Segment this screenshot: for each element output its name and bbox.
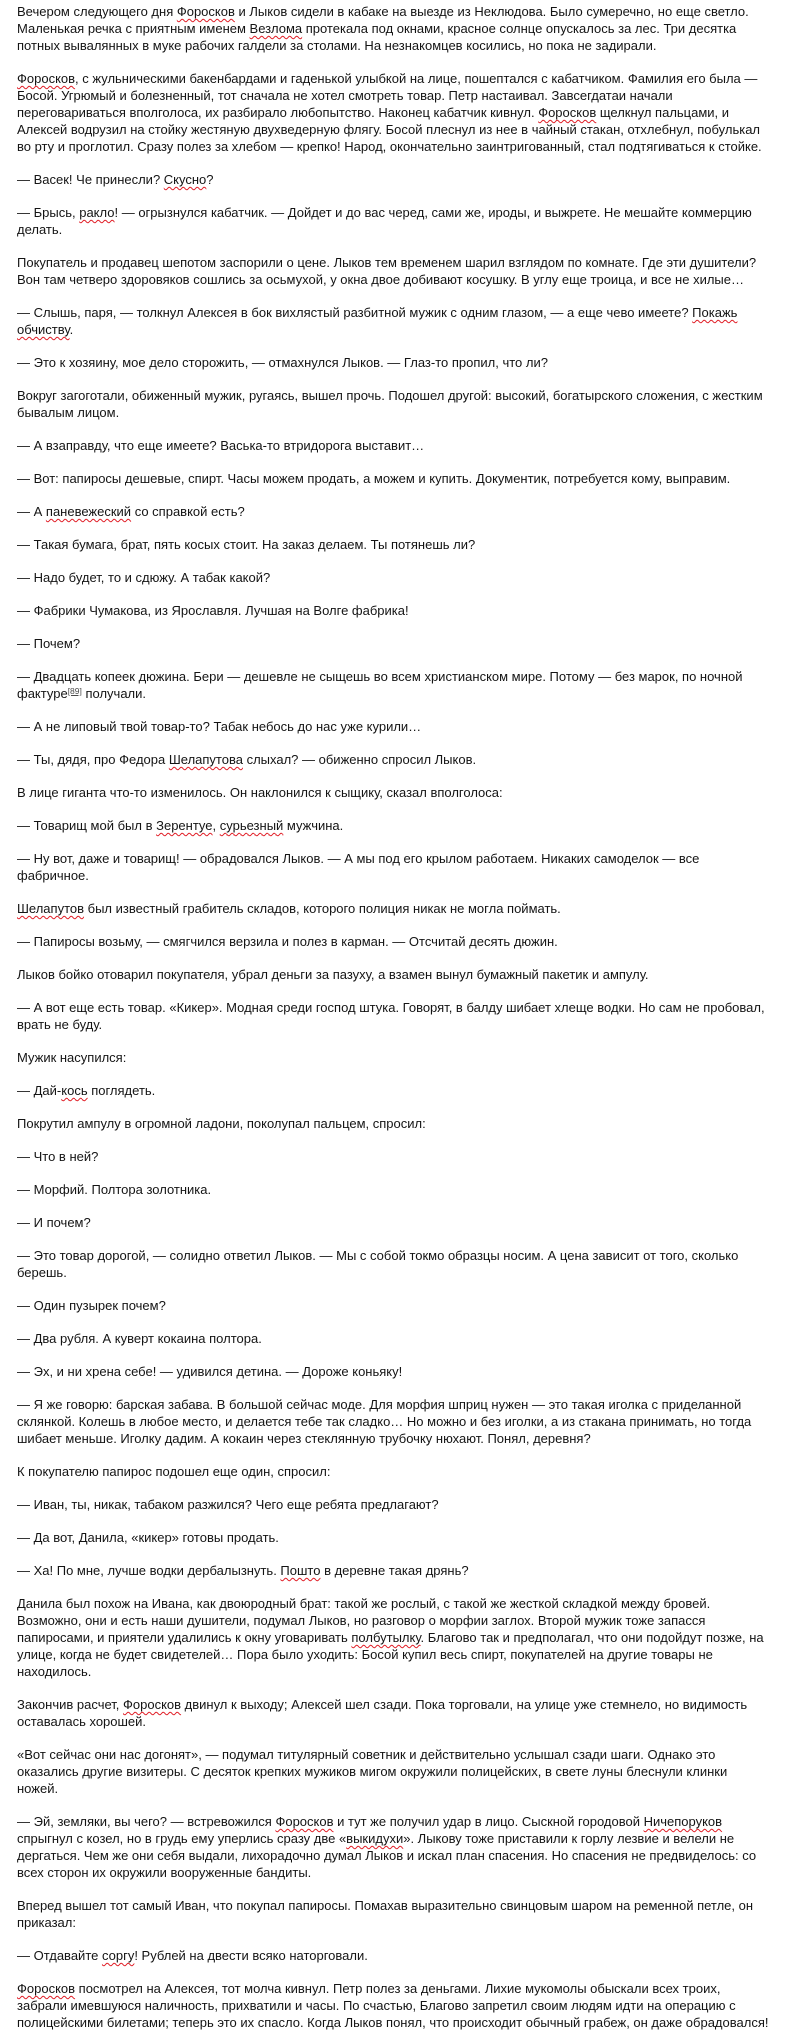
paragraph (17, 304, 771, 338)
paragraph (17, 470, 771, 487)
paragraph (17, 668, 771, 702)
text-run: , с жульническими бакенбардами и гаденькой улыбкой на лице, пошептался с кабатчиком. Фамилия его была — Босой. Угрюмый и болезненный, тот сначала не хотел смотреть товар. Петр настаивал. Завсегдатаи начали переговариваться вполголоса, их разбирало любопытство. Наконец кабатчик кивнул. (17, 71, 758, 120)
text-run: Вокруг загоготали, обиженный мужик, ругаясь, вышел прочь. Подошел другой: высокий, богатырского сложения, с жестким бывалым лицом. (17, 388, 763, 420)
paragraph (17, 1363, 771, 1380)
text-run: и тут же получил удар в лицо. Сыскной городовой (333, 1814, 644, 1829)
paragraph (17, 850, 771, 884)
text-run: — И почем? (17, 1215, 91, 1230)
text-run: ? (206, 172, 214, 187)
misspelled-word: кось (61, 1083, 88, 1098)
misspelled-word: Форосков (176, 4, 235, 19)
misspelled-word: Пошто (280, 1563, 321, 1578)
text-run: — Вот: папиросы дешевые, спирт. Часы можем продать, а можем и купить. Документик, потребуется кому, выправим. (17, 471, 731, 486)
text-run: Данила был похож на Ивана, как двоюродный брат: такой же рослый, с такой же жесткой складкой между бровей. Возможно, они и есть наши душители, подумал Лыков, но разговор о морфии заглох. Второй мужик тоже запасся папиросами, и приятели удалились к окну уговаривать (17, 1596, 711, 1645)
text-run: — А не липовый твой товар-то? Табак небось до нас уже курили… (17, 719, 422, 734)
misspelled-word: Скусно (163, 172, 207, 187)
paragraph (17, 1115, 771, 1132)
text-run: . (69, 322, 74, 337)
paragraph (17, 1297, 771, 1314)
text-run: «Вот сейчас они нас догонят», — подумал титулярный советник и действительно услышал сзади шаги. Однако это оказались другие визитеры. С десяток крепких мужиков мигом окружили полицейских, в свете луны блеснули клинки ножей. (17, 1747, 728, 1796)
text-run: — Это к хозяину, мое дело сторожить, — отмахнулся Лыков. — Глаз-то пропил, что ли? (17, 355, 548, 370)
misspelled-word: ракло (79, 205, 115, 220)
paragraph (17, 817, 771, 834)
paragraph (17, 1463, 771, 1480)
text-run: был известный грабитель складов, которого полиция никак не могла поймать. (84, 901, 561, 916)
misspelled-word: Шелапутова (168, 752, 243, 767)
paragraph (17, 1247, 771, 1281)
text-run: — Морфий. Полтора золотника. (17, 1182, 212, 1197)
text-run: — Надо будет, то и сдюжу. А табак какой? (17, 570, 271, 585)
paragraph (17, 1813, 771, 1881)
text-run: — Такая бумага, брат, пять косых стоит. На заказ делаем. Ты потянешь ли? (17, 537, 476, 552)
text-run: слыхал? — обиженно спросил Лыков. (242, 752, 477, 767)
paragraph (17, 602, 771, 619)
paragraph (17, 1496, 771, 1513)
text-run: мужчина. (283, 818, 344, 833)
footnote-link[interactable]: [89] (67, 686, 82, 696)
text-run: . Благово так и предполагал, что они подойдут позже, на улице, когда не будет свидетелей… Пора было уходить: Босой купил весь спирт, покупателей на другие товары не находилось. (17, 1630, 764, 1679)
paragraph (17, 1980, 771, 2031)
text-run: — Слышь, паря, — толкнул Алексея в бок вихлястый разбитной мужик с одним глазом, — а еще чево имеете? (17, 305, 693, 320)
paragraph (17, 718, 771, 735)
misspelled-word: Ничепоруков (643, 1814, 723, 1829)
paragraph (17, 503, 771, 520)
paragraph (17, 1330, 771, 1347)
text-run: — Отдавайте (17, 1948, 102, 1963)
paragraph (17, 1595, 771, 1680)
misspelled-word: Покажь (692, 305, 738, 320)
paragraph (17, 254, 771, 288)
text-run: в деревне такая дрянь? (320, 1563, 469, 1578)
paragraph (17, 437, 771, 454)
text-run: — Два рубля. А куверт кокаина полтора. (17, 1331, 262, 1346)
text-run: — Да вот, Данила, «кикер» готовы продать. (17, 1530, 279, 1545)
text-run: ». Лыкову тоже приставили к горлу лезвие и велели не дергаться. Чем же они себя выдали, лихорадочно думал Лыков и искал план спасения. Но спасения не предвиделось: со всех сторон их окружили вооруженные бандиты. (17, 1831, 757, 1880)
text-run: посмотрел на Алексея, тот молча кивнул. Петр полез за деньгами. Лихие мукомолы обыскали всех троих, забрали имевшуюся наличность, прихватили и часы. По счастью, Благово запретил своим людям идти на операцию с полицейскими билетами; теперь это их спасло. Когда Лыков понял, что происходит обычный грабеж, он даже обрадовался! (17, 1981, 769, 2030)
text-run: — Эх, и ни хрена себе! — удивился детина. — Дороже коньяку! (17, 1364, 403, 1379)
text-run: Вечером следующего дня (17, 4, 177, 19)
paragraph (17, 933, 771, 950)
paragraph (17, 966, 771, 983)
text-run: Покрутил ампулу в огромной ладони, поколупал пальцем, спросил: (17, 1116, 426, 1131)
text-run: спрыгнул с козел, но в грудь ему уперлись сразу две « (17, 1831, 347, 1846)
misspelled-word: паневежеский (45, 504, 132, 519)
paragraph (17, 387, 771, 421)
paragraph (17, 536, 771, 553)
misspelled-word: Форосков (275, 1814, 334, 1829)
text-run: Мужик насупился: (17, 1050, 127, 1065)
text-run: и Лыков сидели в кабаке на выезде из Неклюдова. Было сумеречно, но еще светло. Маленькая речка с приятным именем (17, 4, 749, 36)
text-run: двинул к выходу; Алексей шел сзади. Пока торговали, на улице уже стемнело, но видимость оставалась хорошей. (17, 1697, 748, 1729)
text-run: — Ха! По мне, лучше водки дербалызнуть. (17, 1563, 281, 1578)
paragraph (17, 751, 771, 768)
misspelled-word: сурьезный (219, 818, 284, 833)
text-run: — Двадцать копеек дюжина. Бери — дешевле не сыщешь во всем христианском мире. Потому — без марок, по ночной фактуре (17, 669, 743, 701)
paragraph (17, 354, 771, 371)
text-run: ! Рублей на двести всяко наторговали. (134, 1948, 368, 1963)
text-run: — Эй, земляки, вы чего? — встревожился (17, 1814, 276, 1829)
paragraph (17, 999, 771, 1033)
text-run: — Это товар дорогой, — солидно ответил Лыков. — Мы с собой токмо образцы носим. А цена зависит от того, сколько берешь. (17, 1248, 739, 1280)
paragraph (17, 1529, 771, 1546)
text-run: — Брысь, (17, 205, 80, 220)
paragraph (17, 1696, 771, 1730)
text-run: В лице гиганта что-то изменилось. Он наклонился к сыщику, сказал вполголоса: (17, 785, 503, 800)
paragraph (17, 204, 771, 238)
paragraph (17, 1396, 771, 1447)
paragraph (17, 1214, 771, 1231)
text-run: — А взаправду, что еще имеете? Васька-то втридорога выставит… (17, 438, 425, 453)
text-run: — Дай- (17, 1083, 62, 1098)
paragraph (17, 171, 771, 188)
text-run: — Один пузырек почем? (17, 1298, 166, 1313)
text-run: , (212, 818, 220, 833)
paragraph (17, 900, 771, 917)
paragraph (17, 1562, 771, 1579)
text-run: — Фабрики Чумакова, из Ярославля. Лучшая на Волге фабрика! (17, 603, 409, 618)
text-run: К покупателю папирос подошел еще один, спросил: (17, 1464, 331, 1479)
text-run: — А вот еще есть товар. «Кикер». Модная среди господ штука. Говорят, в балду шибает хлеще водки. Но сам не пробовал, врать не буду. (17, 1000, 765, 1032)
misspelled-word: полбутылку (351, 1630, 421, 1645)
misspelled-word: Форосков (123, 1697, 182, 1712)
text-run: — Товарищ мой был в (17, 818, 157, 833)
misspelled-word: Зерентуе (156, 818, 213, 833)
text-run: Лыков бойко отоварил покупателя, убрал деньги за пазуху, а взамен вынул бумажный пакетик и ампулу. (17, 967, 649, 982)
paragraph (17, 1181, 771, 1198)
text-run: — Ты, дядя, про Федора (17, 752, 169, 767)
misspelled-word: выкидухи (346, 1831, 404, 1846)
misspelled-word: соргу (101, 1948, 135, 1963)
text-run: протекала под окнами, красное солнце опускалось за лес. Три десятка потных вывалянных в муке рабочих галдели за столами. На незнакомцев косились, но пока не задирали. (17, 21, 737, 53)
paragraph (17, 1049, 771, 1066)
text-run: получали. (81, 686, 147, 701)
text-run: щелкнул пальцами, и Алексей водрузил на стойку жестяную двухведерную флягу. Босой плеснул из нее в чайный стакан, отхлебнул, побулькал во рту и проглотил. Сразу полез за хлебом — крепко! Народ, окончательно заинтригованный, стал подтягиваться к стойке. (17, 105, 762, 154)
text-run: Вперед вышел тот самый Иван, что покупал папиросы. Помахав выразительно свинцовым шаром на ременной петле, он приказал: (17, 1898, 754, 1930)
paragraph (17, 1082, 771, 1099)
misspelled-word: Форосков (538, 105, 597, 120)
misspelled-word: Форосков (17, 71, 76, 86)
text-run: ! — огрызнулся кабатчик. — Дойдет и до вас черед, сами же, ироды, и выжрете. Не мешайте коммерцию делать. (17, 205, 752, 237)
paragraph (17, 1148, 771, 1165)
text-run: — Иван, ты, никак, табаком разжился? Чего еще ребята предлагают? (17, 1497, 439, 1512)
paragraph (17, 1947, 771, 1964)
text-run: — Почем? (17, 636, 81, 651)
text-run: — Васек! Че принесли? (17, 172, 164, 187)
paragraph (17, 70, 771, 155)
misspelled-word: Шелапутов (17, 901, 85, 916)
text-run: со справкой есть? (131, 504, 245, 519)
misspelled-word: Форосков (17, 1981, 76, 1996)
paragraph (17, 569, 771, 586)
paragraph (17, 1746, 771, 1797)
misspelled-word: Везлома (249, 21, 303, 36)
text-run: — Ну вот, даже и товарищ! — обрадовался Лыков. — А мы под его крылом работаем. Никаких самоделок — все фабричное. (17, 851, 700, 883)
paragraph (17, 3, 771, 54)
paragraph (17, 784, 771, 801)
paragraph (17, 635, 771, 652)
text-run: Закончив расчет, (17, 1697, 123, 1712)
text-run: — Папиросы возьму, — смягчился верзила и полез в карман. — Отсчитай десять дюжин. (17, 934, 558, 949)
paragraph (17, 1897, 771, 1931)
text-run: — Что в ней? (17, 1149, 99, 1164)
text-run: Покупатель и продавец шепотом заспорили о цене. Лыков тем временем шарил взглядом по комнате. Где эти душители? Вон там четверо здоровяков сошлись за осьмухой, у окна двое добивают косушку. В углу еще троица, и все не хилые… (17, 255, 757, 287)
misspelled-word: обчиству (17, 322, 70, 337)
text-run: — А (17, 504, 46, 519)
text-run: — Я же говорю: барская забава. В большой сейчас моде. Для морфия шприц нужен — это такая иголка с приделанной склянкой. Колешь в любое место, и делается тебе так сладко… Но можно и без иголки, а из стакана принимать, но тогда шибает меньше. Иголку дадим. А кокаин через стеклянную трубочку нюхают. Понял, деревня? (17, 1397, 752, 1446)
text-run: поглядеть. (87, 1083, 156, 1098)
